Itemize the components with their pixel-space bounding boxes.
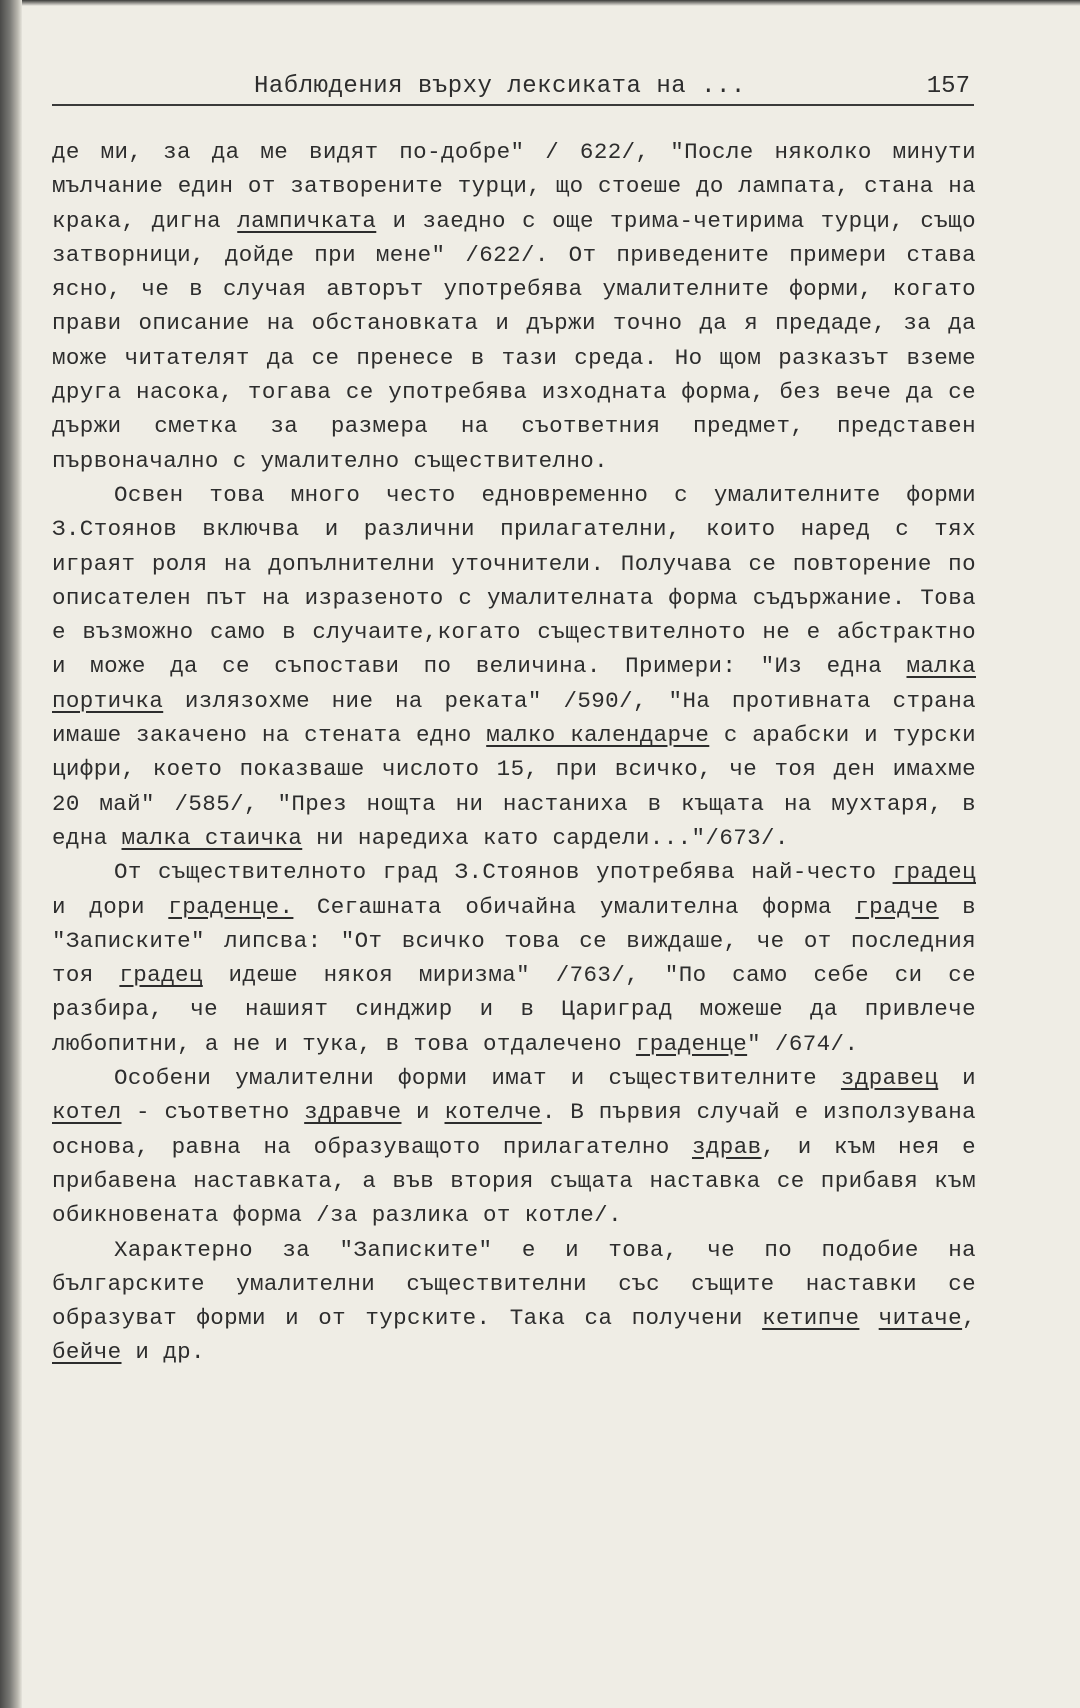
running-title: Наблюдения върху лексиката на ... [254,73,746,100]
page-number: 157 [926,73,970,100]
underlined-term: котелче [444,1099,542,1126]
underlined-term: малка стаичка [121,824,303,851]
paragraph-3: От съществителното град З.Стоянов употребява най-често градец и дори граденце. Сегашната обичайна умалителна форма градче в "Записките" липсва: "От всичко това се виждаше, че от последния тоя градец идеше някоя миризма" /763/, "По само себе си се разбира, че нашият синджир и в Цариград можеше да привлече любопитни, а не и тука, в това отдалечено граденце" /674/. [52,859,976,1057]
underlined-term: здравче [304,1099,402,1126]
underlined-term: здрав [692,1133,762,1160]
underlined-term: граденце. [168,893,294,920]
paragraph-5: Характерно за "Записките" е и това, че по подобие на българските умалителни съществителни със същите наставки се образуват форми и от турските. Така са получени кетипче читаче, бейче и др. [52,1236,976,1366]
paragraph-1: де ми, за да ме видят по-добре" / 622/, "После няколко минути мълчание един от затворените турци, що стоеше до лампата, стана на крака, дигна лампичката и заедно с още трима-четирима турци, също затворници, дойде при мене" /622/. От приведените примери става ясно, че в случая авторът употребява умалителните форми, когато прави описание на обстановката и държи точно да я предаде, за да може читателят да се пренесе в тази среда. Но щом разказът вземе друга насока, тогава се употребява изходната форма, без вече да се държи сметка за размера на съответния предмет, представен първоначално с умалително съществително. [52,139,976,474]
body-text [52,135,976,1370]
paragraph-4: Особени умалителни форми имат и съществителните здравец и котел - съответно здравче и котелче. В първия случай е използувана основа, равна на образуващото прилагателно здрав, и към нея е прибавена наставката, а във втория същата наставка се прибавя към обикновената форма /за разлика от котле/. [52,1065,977,1229]
paragraph-2: Освен това много често едновременно с умалителните форми З.Стоянов включва и различни прилагателни, които наред с тях играят роля на допълнителни уточнители. Получава се повторение по описателен път на изразеното с умалителната форма съдържание. Това е възможно само в случаите,когато съществителното не е абстрактно и може да се съпостави по величина. Примери: "Из една малка портичка излязохме ние на реката" /590/, "На противната страна имаше закачено на стената едно малко календарче с арабски и турски цифри, което показваше числото 15, при всичко, че тоя ден имахме 20 май" /585/, "През нощта ни настаниха в къщата на мухтаря, в една малка стаичка ни наредиха като сардели..."/673/. [52,481,976,851]
underlined-term: малка портичка [52,653,976,714]
running-header [52,66,974,106]
underlined-term: лампичката [237,207,377,234]
underlined-term: градче [855,893,939,920]
underlined-term: читаче [878,1305,963,1332]
underlined-term: граденце [635,1030,748,1057]
book-binding-shadow [0,0,22,1708]
underlined-term: малко календарче [486,722,710,749]
underlined-term: градец [892,859,976,886]
underlined-term: бейче [52,1339,122,1366]
underlined-term: градец [119,962,203,989]
underlined-term: котел [52,1099,122,1126]
underlined-term: кетипче [762,1305,860,1332]
page-top-edge [22,0,1080,6]
underlined-term: здравец [840,1065,939,1092]
